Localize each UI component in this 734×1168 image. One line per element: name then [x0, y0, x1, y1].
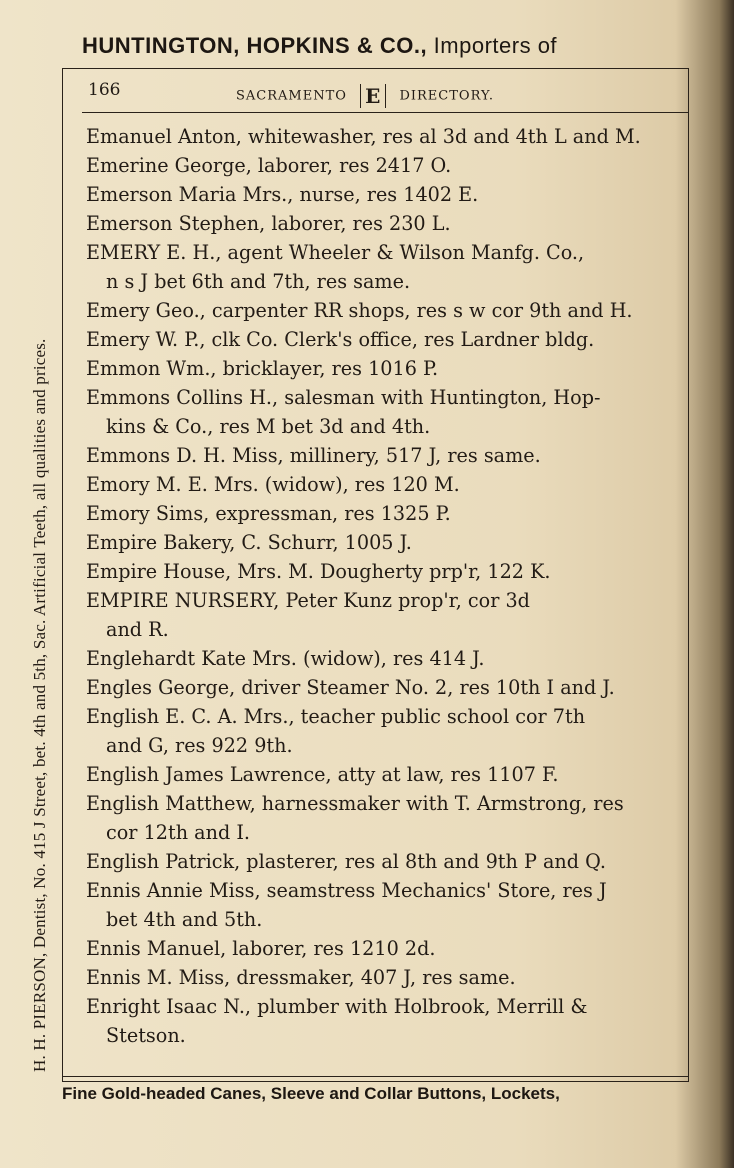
running-head-left: SACRAMENTO	[236, 88, 347, 104]
directory-entry	[86, 209, 678, 238]
entry-line: Emory M. E. Mrs. (widow), res 120 M.	[86, 473, 460, 496]
directory-entry	[86, 586, 678, 644]
entry-line: Emerson Stephen, laborer, res 230 L.	[86, 212, 451, 235]
directory-entry	[86, 151, 678, 180]
entry-line: Emerine George, laborer, res 2417 O.	[86, 154, 452, 177]
entry-continuation-line: cor 12th and I.	[106, 821, 251, 844]
entry-continuation-line: n s J bet 6th and 7th, res same.	[106, 270, 411, 293]
top-advert-firm: HUNTINGTON, HOPKINS & CO.,	[82, 33, 428, 58]
entry-line: Ennis M. Miss, dressmaker, 407 J, res same.	[86, 966, 516, 989]
entry-line: EMERY E. H., agent Wheeler & Wilson Manfg. Co.,	[86, 241, 585, 264]
entry-line: English Patrick, plasterer, res al 8th and 9th P and Q.	[86, 850, 606, 873]
entry-line: EMPIRE NURSERY, Peter Kunz prop'r, cor 3d	[86, 589, 530, 612]
directory-entry	[86, 383, 678, 441]
frame-bottom-rule	[62, 1076, 689, 1077]
directory-entry	[86, 673, 678, 702]
entry-line: Empire House, Mrs. M. Dougherty prp'r, 122 K.	[86, 560, 551, 583]
section-letter: E	[360, 84, 386, 108]
entry-line: Ennis Manuel, laborer, res 1210 2d.	[86, 937, 436, 960]
directory-entry	[86, 325, 678, 354]
directory-entry	[86, 528, 678, 557]
entry-line: Emmon Wm., bricklayer, res 1016 P.	[86, 357, 439, 380]
entry-line: Enright Isaac N., plumber with Holbrook, Merrill &	[86, 995, 588, 1018]
directory-entry	[86, 963, 678, 992]
page-number: 166	[88, 80, 121, 100]
running-header	[86, 76, 686, 110]
directory-entry	[86, 847, 678, 876]
entry-continuation-line: bet 4th and 5th.	[106, 908, 263, 931]
directory-entry	[86, 180, 678, 209]
running-head-title	[236, 84, 494, 108]
directory-entry	[86, 557, 678, 586]
top-advert-banner	[82, 33, 702, 59]
side-advert: H. H. PIERSON, Dentist, No. 415 J Street, bet. 4th and 5th, Sac. Artificial Teeth, all qualities and prices.	[30, 338, 49, 1072]
entry-line: English Matthew, harnessmaker with T. Armstrong, res	[86, 792, 624, 815]
directory-entry	[86, 992, 678, 1050]
directory-entry	[86, 441, 678, 470]
directory-entry	[86, 296, 678, 325]
entry-line: Emory Sims, expressman, res 1325 P.	[86, 502, 451, 525]
running-head-right: DIRECTORY.	[399, 88, 494, 104]
entry-line: Engles George, driver Steamer No. 2, res 10th I and J.	[86, 676, 615, 699]
directory-entry	[86, 702, 678, 760]
directory-entry	[86, 122, 678, 151]
entry-continuation-line: and R.	[106, 618, 169, 641]
entry-line: Emmons Collins H., salesman with Huntington, Hop-	[86, 386, 601, 409]
directory-entry	[86, 760, 678, 789]
entry-line: English James Lawrence, atty at law, res 1107 F.	[86, 763, 559, 786]
entry-continuation-line: kins & Co., res M bet 3d and 4th.	[106, 415, 431, 438]
entry-line: Ennis Annie Miss, seamstress Mechanics' Store, res J	[86, 879, 607, 902]
entry-line: Emery W. P., clk Co. Clerk's office, res Lardner bldg.	[86, 328, 595, 351]
entry-line: Emmons D. H. Miss, millinery, 517 J, res same.	[86, 444, 541, 467]
entry-continuation-line: and G, res 922 9th.	[106, 734, 293, 757]
entry-line: Emery Geo., carpenter RR shops, res s w cor 9th and H.	[86, 299, 633, 322]
entry-continuation-line: Stetson.	[106, 1024, 186, 1047]
directory-entry	[86, 876, 678, 934]
entry-line: Emerson Maria Mrs., nurse, res 1402 E.	[86, 183, 479, 206]
entry-line: Englehardt Kate Mrs. (widow), res 414 J.	[86, 647, 485, 670]
bottom-advert-banner: Fine Gold-headed Canes, Sleeve and Collar Buttons, Lockets,	[62, 1084, 560, 1103]
directory-entry	[86, 470, 678, 499]
entry-line: Emanuel Anton, whitewasher, res al 3d and 4th L and M.	[86, 125, 641, 148]
directory-entry	[86, 354, 678, 383]
directory-entry	[86, 238, 678, 296]
header-rule	[82, 112, 688, 113]
directory-entry	[86, 644, 678, 673]
directory-entry	[86, 499, 678, 528]
directory-entry	[86, 789, 678, 847]
top-advert-tail: Importers of	[427, 33, 558, 58]
directory-entries	[86, 122, 678, 1050]
entry-line: Empire Bakery, C. Schurr, 1005 J.	[86, 531, 412, 554]
directory-entry	[86, 934, 678, 963]
entry-line: English E. C. A. Mrs., teacher public school cor 7th	[86, 705, 586, 728]
